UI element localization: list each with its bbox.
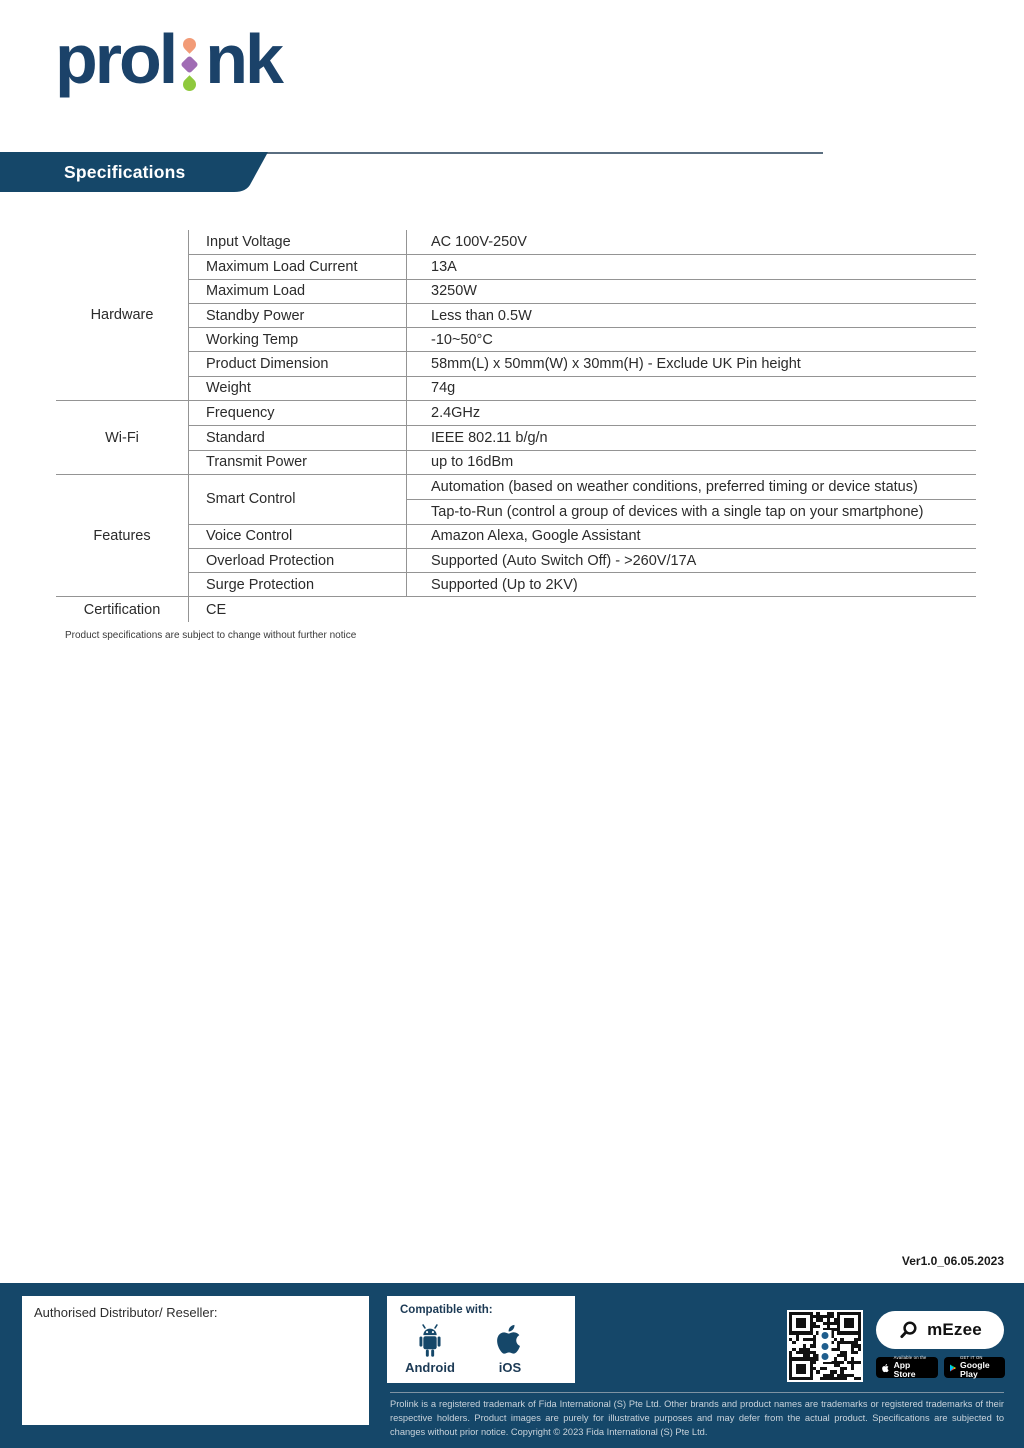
logo-dots-icon <box>180 35 199 93</box>
qr-center-logo <box>819 1330 832 1362</box>
table-row: Product Dimension 58mm(L) x 50mm(W) x 30mm(H) - Exclude UK Pin height <box>189 351 976 375</box>
table-row: Maximum Load Current 13A <box>189 254 976 278</box>
group-features <box>56 474 976 596</box>
compatible-android <box>397 1321 463 1375</box>
footer-divider <box>390 1392 1004 1393</box>
compatible-title: Compatible with: <box>400 1304 493 1316</box>
mezee-app-button <box>876 1311 1004 1349</box>
distributor-label: Authorised Distributor/ Reseller: <box>34 1305 218 1320</box>
table-row: Surge Protection Supported (Up to 2KV) <box>189 572 976 596</box>
group-label: Features <box>93 527 151 544</box>
logo-dot-orange-icon <box>181 35 199 53</box>
table-row: Transmit Power up to 16dBm <box>189 450 976 474</box>
android-icon <box>414 1321 446 1359</box>
table-row: Working Temp -10~50°C <box>189 327 976 351</box>
app-store-badge: Available on the App Store <box>876 1357 938 1378</box>
legal-text: Prolink is a registered trademark of Fida International (S) Pte Ltd. Other brands and product names are trademarks or registered trademarks of their respective holders. Product images are purely for illustrative purposes and may defer from the actual product. Specifications are subjected to changes without prior notice. Copyright © 2023 Fida International (S) Pte Ltd. <box>390 1399 1004 1437</box>
table-row: Standby Power Less than 0.5W <box>189 303 976 327</box>
logo-text-left: prol <box>55 20 176 98</box>
specifications-banner <box>0 152 270 192</box>
qr-code <box>787 1310 863 1382</box>
group-wifi <box>56 400 976 474</box>
page-title: Specifications <box>64 162 186 182</box>
footer <box>0 1283 1024 1448</box>
table-row: Frequency 2.4GHz <box>189 401 976 425</box>
table-row: Smart Control Automation (based on weather conditions, preferred timing or device status) Tap-to-Run (control a group of devices with a single tap on your smartphone) <box>189 475 976 524</box>
table-row: Input Voltage AC 100V-250V <box>189 230 976 254</box>
search-icon <box>898 1320 919 1341</box>
table-row: Weight 74g <box>189 376 976 400</box>
table-row: Overload Protection Supported (Auto Switch Off) - >260V/17A <box>189 548 976 572</box>
group-certification <box>56 596 976 621</box>
ios-label: iOS <box>498 1360 522 1375</box>
google-play-icon <box>949 1362 957 1374</box>
google-play-badge: GET IT ON Google Play <box>944 1357 1005 1378</box>
spec-note: Product specifications are subject to change without further notice <box>65 630 357 641</box>
table-row: Standard IEEE 802.11 b/g/n <box>189 425 976 449</box>
distributor-box <box>22 1296 369 1425</box>
table-row: CE <box>206 601 227 618</box>
group-label: Wi-Fi <box>105 429 139 446</box>
compatible-box <box>387 1296 575 1383</box>
group-label: Certification <box>83 601 161 618</box>
logo-text-right: nk <box>205 20 281 98</box>
apple-icon <box>493 1321 527 1359</box>
table-row: Voice Control Amazon Alexa, Google Assistant <box>189 524 976 548</box>
group-label: Hardware <box>90 307 154 324</box>
table-row: Maximum Load 3250W <box>189 279 976 303</box>
logo-dot-green-icon <box>181 75 199 93</box>
spec-table <box>56 230 976 622</box>
compatible-ios <box>477 1321 543 1375</box>
logo-dot-purple-icon <box>181 55 199 73</box>
apple-icon <box>881 1362 891 1374</box>
version-label: Ver1.0_06.05.2023 <box>901 1254 1004 1268</box>
mezee-label: mEzee <box>927 1320 982 1339</box>
group-hardware <box>56 230 976 400</box>
prolink-logo <box>55 20 281 98</box>
android-label: Android <box>405 1360 455 1375</box>
